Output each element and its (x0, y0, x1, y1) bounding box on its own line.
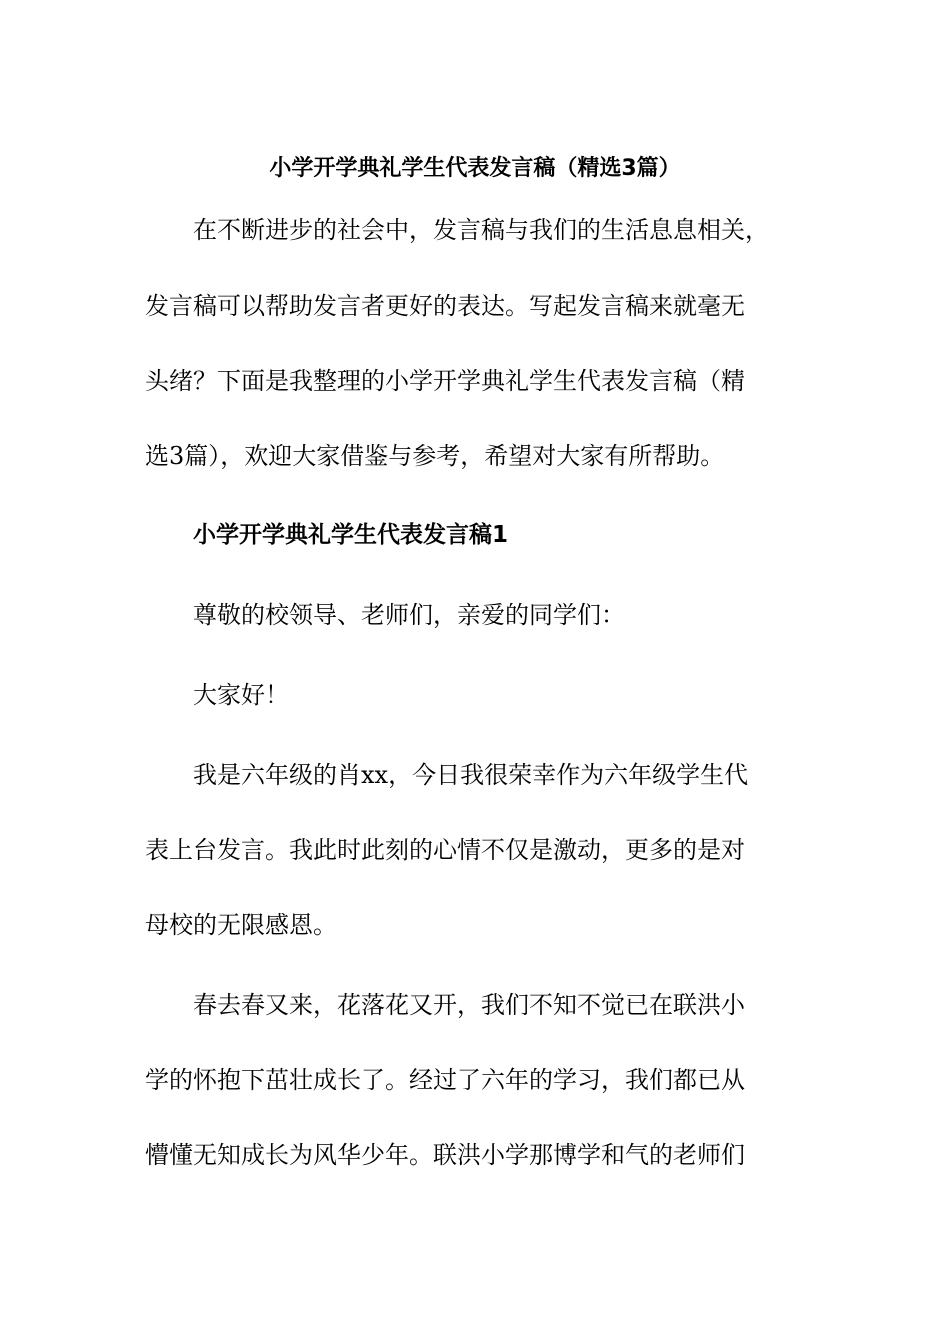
para2-line-2: 学的怀抱下茁壮成长了。经过了六年的学习，我们都已从 (145, 1066, 745, 1094)
para1-line-3: 母校的无限感恩。 (145, 911, 337, 939)
hello-line: 大家好！ (193, 681, 289, 709)
intro-line-2: 发言稿可以帮助发言者更好的表达。写起发言稿来就毫无 (145, 292, 745, 320)
para2-line-1: 春去春又来，花落花又开，我们不知不觉已在联洪小 (193, 991, 745, 1019)
para1-line-1: 我是六年级的肖xx，今日我很荣幸作为六年级学生代 (193, 761, 749, 789)
greeting-line: 尊敬的校领导、老师们，亲爱的同学们： (193, 601, 625, 629)
para2-line-3: 懵懂无知成长为风华少年。联洪小学那博学和气的老师们 (145, 1141, 745, 1169)
para1-line-2: 表上台发言。我此时此刻的心情不仅是激动，更多的是对 (145, 836, 745, 864)
document-title: 小学开学典礼学生代表发言稿（精选3篇） (269, 156, 681, 181)
intro-line-1: 在不断进步的社会中，发言稿与我们的生活息息相关， (193, 216, 769, 244)
intro-line-4: 选3篇），欢迎大家借鉴与参考，希望对大家有所帮助。 (145, 442, 725, 470)
section-heading: 小学开学典礼学生代表发言稿1 (193, 522, 509, 548)
intro-line-3: 头绪？下面是我整理的小学开学典礼学生代表发言稿（精 (145, 367, 745, 395)
